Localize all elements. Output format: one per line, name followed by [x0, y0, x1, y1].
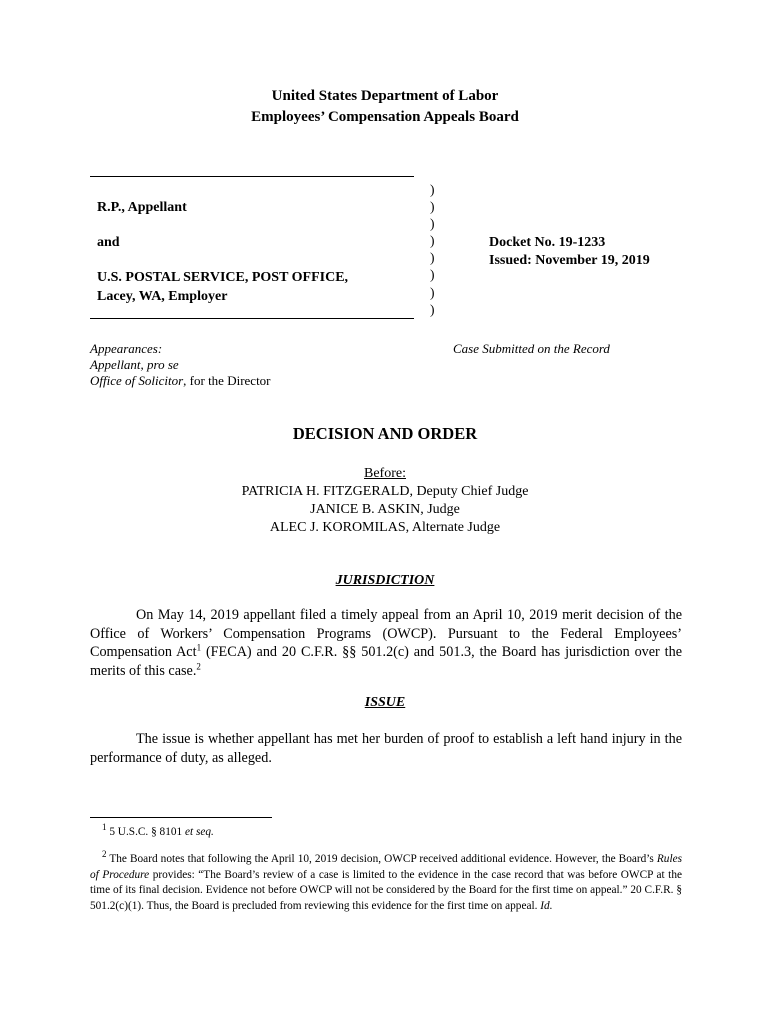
footnote-1-text: 5 U.S.C. § 8101 — [109, 826, 183, 838]
case-submitted: Case Submitted on the Record — [453, 341, 610, 356]
footnote-2 — [90, 849, 683, 914]
judge-2: JANICE B. ASKIN, Judge — [310, 502, 460, 517]
decision-title: DECISION AND ORDER — [292, 424, 478, 443]
solicitor-rest: , for the Director — [183, 373, 271, 388]
footnote-ref-1: 1 — [196, 642, 202, 653]
appearances-heading: Appearances: — [90, 341, 163, 356]
agency-title: United States Department of Labor — [271, 88, 499, 104]
appearance-appellant — [90, 357, 179, 373]
paren: ) — [430, 216, 435, 232]
paren: ) — [430, 250, 435, 266]
appellant-name: R.P., Appellant — [97, 200, 187, 215]
judge-3: ALEC J. KOROMILAS, Alternate Judge — [269, 520, 501, 535]
issue-heading-wrap — [0, 694, 770, 712]
and-connector: and — [97, 235, 120, 250]
issue-heading: ISSUE — [364, 695, 406, 710]
paren: ) — [430, 284, 435, 300]
footnote-2-mark: 2 — [102, 849, 107, 860]
footnote-2-text-1: The Board notes that following the April 10, 2019 decision, OWCP received additional evidence. However, the Board’s — [109, 853, 654, 865]
jurisdiction-text-1: On May 14, 2019 appellant filed a timely appeal from an April 10, 2019 merit decision of the Office of Workers’ Compensation Programs (OWCP). Pursuant to the Federal Employees’ Compensation Act — [90, 607, 682, 660]
jurisdiction-paragraph — [90, 606, 682, 680]
paren: ) — [430, 267, 435, 283]
footnote-2-italic-1: Rules of Procedure — [90, 853, 683, 881]
board-title: Employees’ Compensation Appeals Board — [251, 109, 519, 125]
footnote-2-text-2: provides: “The Board’s review of a case is limited to the evidence in the case record that was before OWCP at the time of its final decision. Evidence not before OWCP will not be considered by the Board for the first time on appeal.” 20 C.F.R. § 501.2(c)(1). Thus, the Board is precluded from reviewing this evidence for the first time on appeal. — [90, 868, 682, 912]
caption-parentheses — [430, 181, 442, 318]
footnote-1-italic: et seq. — [184, 826, 214, 838]
footnote-ref-2: 2 — [196, 660, 201, 671]
footnote-separator — [90, 817, 272, 818]
paren: ) — [430, 182, 435, 197]
appearance-solicitor — [90, 373, 271, 389]
footnote-1 — [90, 822, 682, 841]
footnote-1-mark: 1 — [102, 822, 107, 833]
paren: ) — [430, 233, 435, 249]
docket-number: Docket No. 19-1233 — [489, 235, 606, 250]
before-label — [0, 465, 770, 483]
appellant-value: pro se — [147, 357, 179, 372]
issue-paragraph: The issue is whether appellant has met her burden of proof to establish a left hand injury in the performance of duty, as alleged. — [90, 731, 682, 766]
caption-top-rule — [90, 176, 414, 177]
before-text: Before: — [364, 466, 406, 481]
jurisdiction-text-2: (FECA) and 20 C.F.R. §§ 501.2(c) and 501.3, the Board has jurisdiction over the merits of this case. — [90, 644, 683, 679]
employer-line-2: Lacey, WA, Employer — [97, 289, 228, 304]
appellant-label: Appellant, — [90, 357, 144, 372]
judge-1: PATRICIA H. FITZGERALD, Deputy Chief Judge — [241, 484, 529, 499]
solicitor-label: Office of Solicitor — [90, 373, 184, 388]
footnote-2-italic-2: Id. — [540, 899, 553, 912]
caption-bottom-rule — [90, 318, 414, 319]
employer-line-1: U.S. POSTAL SERVICE, POST OFFICE, — [97, 270, 349, 285]
paren: ) — [430, 301, 435, 317]
issued-date: Issued: November 19, 2019 — [489, 253, 650, 268]
paren: ) — [430, 199, 435, 215]
jurisdiction-heading: JURISDICTION — [335, 573, 435, 588]
jurisdiction-heading-wrap — [0, 572, 770, 590]
